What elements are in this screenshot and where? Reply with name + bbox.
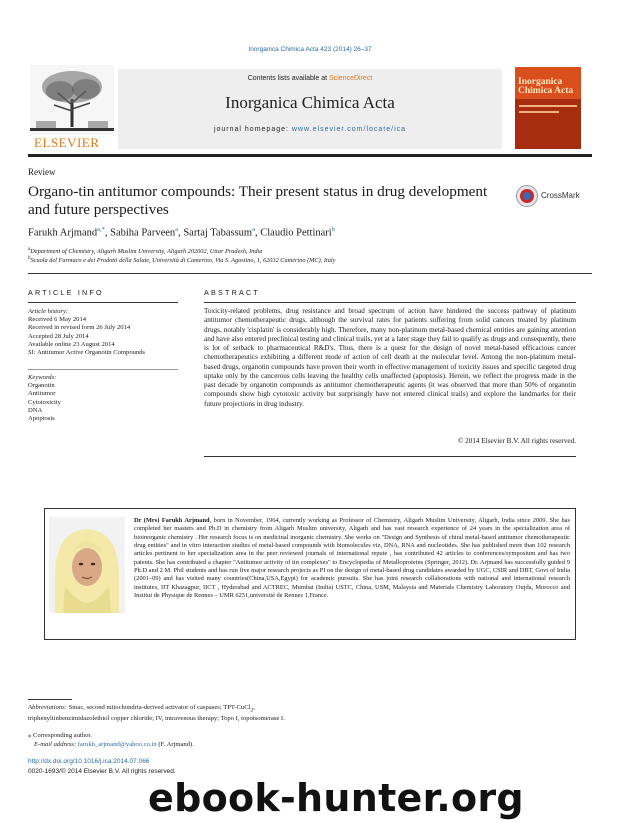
affiliation — [28, 256, 335, 264]
author-affil-marker[interactable]: a — [175, 226, 179, 233]
history-label: Article history: — [28, 308, 69, 315]
bio-body: , born in November, 1964, currently working as Professor of Chemistry, Aligarh Muslim University, Aligarh, India since 2009. She has completed her masters and Ph.D in chemistry from Aligarh Muslim university, Aligarh and has vast research experience of 24 years in the specialization area of bioinorganic chemistry . Her research focus is on medicinal inorganic chemistry. She works on "Design and Synthesis of chiral metal-based antitumor chemotherapeutic drug entities" and in vitro interaction studies of metal-based compounds with biomolecules viz, DNA, RNA and nucleotides. She has published more than 102 research articles pertinent to her specialization area in the peer reviewed journals of international repute , has contributed 42 articles to conferences/symposium and has two patents. She has contributed a chapter "Antitumor activity of tin complexes" to Encyclopedia of Metalloproteins (Springer, 2012). Dr. Arjmand has successfully guided 9 Ph.D and 2 M. Phil students and has run five major research projects as PI on the design of metal-based drug candidates awarded by UGC, CSIR and DBT, Govt of India (2001–09) and has visited many countries(China,USA,Egypt) for academic pursuits. She has joint research collaborations with national and international research institutes, IIT Khazagpur, IICT , Hyderabad and ACTREC, Mumbai (India) USTC, China, USM, Malaysia and Materials Chemistry Laboratory Oujda, Morocco and Institut de Physique de Rennes – UMR 6251,université de Rennes 1,France. — [134, 517, 570, 600]
author-biography — [44, 508, 576, 640]
abbreviations-footnote — [28, 704, 328, 723]
abbreviations-label: Abbreviations: — [28, 704, 67, 711]
author-affil-marker[interactable]: b — [331, 226, 335, 233]
crossmark-label: CrossMark — [541, 191, 580, 200]
affiliation-text: Scuola del Farmaco e dei Prodotti della Salute, Università di Camerino, Via S. Agostino, 1, 62032 Camerino (MC), Italy — [30, 257, 336, 265]
crossmark-button[interactable] — [517, 186, 597, 208]
crossmark-icon — [517, 186, 537, 206]
doi-link[interactable]: http://dx.doi.org/10.1016/j.ica.2014.07.066 — [28, 758, 150, 765]
contents-line — [118, 75, 502, 82]
issn-line: 0020-1693/© 2014 Elsevier B.V. All rights reserved. — [28, 768, 176, 775]
abbreviations-text: Smac, second mitochondria-derived activator of caspases; TPT-CuCl — [66, 704, 251, 711]
article-title: Organo-tin antitumor compounds: Their present status in drug development and future perspectives — [28, 183, 488, 218]
bio-author-name: Dr (Mrs) Farukh Arjmand — [134, 517, 210, 524]
elsevier-tree-logo — [30, 65, 114, 151]
si-label: SI: — [28, 349, 36, 357]
author-photo — [49, 517, 125, 613]
affiliation-marker: a — [28, 247, 31, 252]
corresponding-author-footnote: ⁎ Corresponding author. — [28, 732, 92, 739]
author-name[interactable]: Claudio Pettinari — [260, 227, 332, 239]
keywords — [28, 374, 178, 423]
author-list: Farukh Arjmand$^{a,*}$, Sabiha Parveen$^a$, Sartaj Tabassum$^a$, Claudio Pettinari$^b$ — [28, 226, 335, 239]
cover-title-line-2: Chimica Acta — [518, 86, 574, 96]
author-name[interactable]: Farukh Arjmand — [28, 227, 98, 239]
header-divider — [28, 273, 592, 274]
email-suffix: (F. Arjmand). — [156, 741, 194, 748]
author-name[interactable]: Sartaj Tabassum — [183, 227, 253, 239]
keywords-rule — [28, 369, 178, 370]
journal-masthead — [28, 65, 592, 155]
history-accepted: Accepted 28 July 2014 — [28, 332, 89, 340]
contents-prefix: Contents lists available at — [247, 75, 330, 82]
keyword: Cytotoxicity — [28, 398, 61, 406]
journal-reference[interactable]: Inorganica Chimica Acta 423 (2014) 26–37 — [248, 46, 372, 53]
abbreviations-rest: , triphenyltinbenzimidazolethiol copper chloride; IV, intravenous therapy; Topo I, topoisomerase I. — [28, 704, 285, 722]
abstract-text: Toxicity-related problems, drug resistance and broad spectrum of action have hindered the success pathway of platinum antitumor chemotherapeutic drugs, although the survival rates for patients suffering from solid cancers treated by platinum drugs, notably 'cisplatin' is considerably high. Therefore, many non-platinum metal-based chemical entities are gaining attention and have also entered preclinical testing and clinical trails, yet at a later stage they fail to qualify as drugs and consequently, there is lot of setback to pharmaceutical R&D's. Thus, there is a quest for the design of novel metal-based efficacious cancer chemotherapeutics exhibiting a different mode of action of cell death at the molecular level. Among the non-platinum metal-based drugs, organotin compounds have proven their worth in effective management of toxicity issues and specific targeted drug uptake only by the cancerous cells leaving the healthy cells unaffected (apoptosis). Herein, we reflect the progress made in the past decade by organotin compounds as antitumor chemotherapeutic agents (it was observed that more than 50% of organotin compounds show high cytotoxic activity but surprisingly have not entered clinical trails) and explore the landmarks for their future projections in drug industry. — [204, 307, 576, 408]
special-issue — [28, 349, 178, 357]
article-info-rule — [28, 302, 178, 303]
abstract-heading: ABSTRACT — [204, 288, 260, 297]
footnote-rule — [28, 699, 72, 700]
email-link[interactable]: farukh_arjmand@yahoo.co.in — [77, 741, 157, 748]
history-received: Received 6 May 2014 — [28, 316, 87, 324]
abbreviations-subscript: 2 — [250, 707, 254, 714]
article-history — [28, 308, 178, 357]
journal-name: Inorganica Chimica Acta — [225, 93, 395, 112]
affiliation-marker: b — [28, 256, 31, 261]
cover-title-line-1: Inorganica — [518, 77, 563, 87]
biography-text — [134, 517, 570, 600]
homepage-link[interactable]: www.elsevier.com/locate/ica — [291, 126, 407, 133]
abstract-copyright: © 2014 Elsevier B.V. All rights reserved. — [457, 437, 576, 445]
author-affil-marker[interactable]: a,* — [97, 226, 105, 233]
cover-band — [515, 99, 581, 149]
affiliation — [28, 247, 262, 255]
author-name[interactable]: Sabiha Parveen — [110, 227, 176, 239]
masthead-divider — [28, 154, 592, 157]
article-section: Review — [28, 167, 56, 177]
abstract-rule — [204, 302, 576, 303]
author-affil-marker[interactable]: a — [252, 226, 255, 233]
email-label: E-mail address: — [34, 741, 77, 748]
history-revised: Received in revised form 26 July 2014 — [28, 324, 131, 332]
keyword: DNA — [28, 406, 43, 414]
homepage-prefix: journal homepage: — [213, 126, 292, 133]
keyword: Organotin — [28, 382, 55, 390]
elsevier-wordmark: ELSEVIER — [34, 135, 100, 150]
masthead-center — [118, 69, 502, 149]
journal-homepage — [118, 126, 502, 133]
keywords-label: Keywords: — [28, 374, 57, 381]
journal-cover-thumbnail — [515, 67, 581, 149]
history-online: Available online 23 August 2014 — [28, 340, 115, 348]
email-footnote — [28, 741, 328, 749]
sciencedirect-link[interactable]: ScienceDirect — [329, 75, 373, 82]
cover-title — [518, 78, 573, 96]
watermark-text: ebook-hunter.org — [148, 776, 524, 820]
keyword: Antitumor — [28, 390, 56, 398]
abstract-bottom-rule — [204, 456, 576, 457]
keyword: Apoptosis — [28, 415, 55, 423]
article-info-heading: ARTICLE INFO — [28, 288, 104, 297]
affiliation-text: Department of Chemistry, Aligarh Muslim University, Aligarh 202002, Uttar Pradesh, India — [30, 248, 263, 256]
si-text: Antitumor Active Organotin Compounds — [35, 349, 146, 357]
